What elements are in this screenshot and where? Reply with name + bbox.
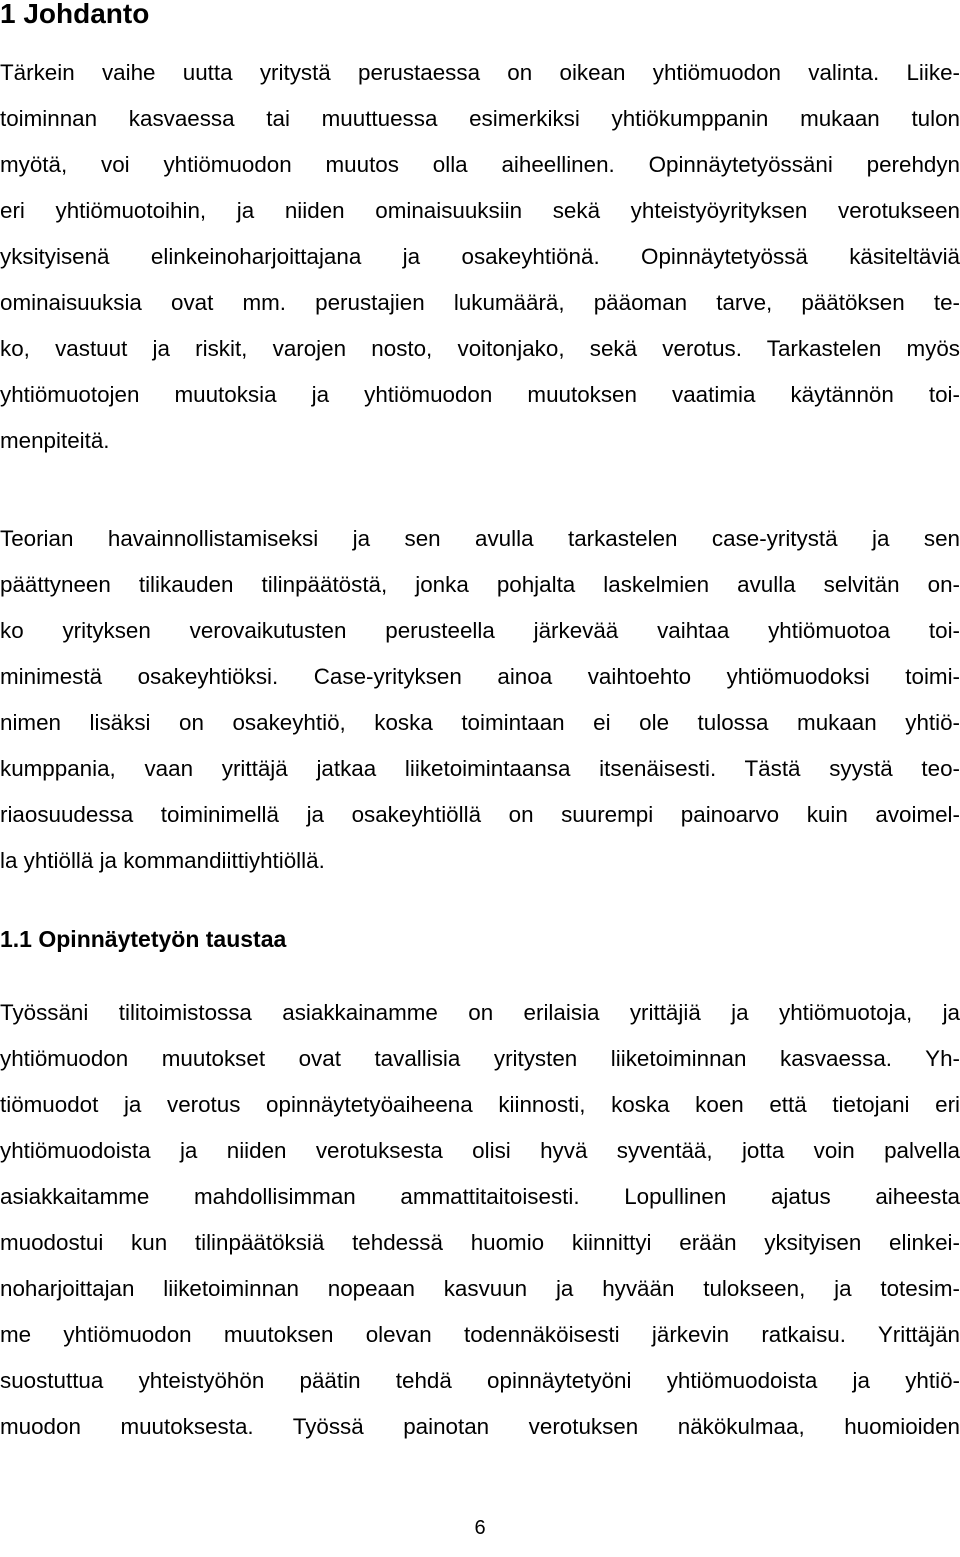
paragraph-case-study [0,516,960,884]
text-line: yhtiömuodoista ja niiden verotuksesta olisi hyvä syventää, jotta voin palvella [0,1138,960,1163]
text-line: minimestä osakeyhtiöksi. Case-yrityksen ainoa vaihtoehto yhtiömuodoksi toimi- [0,664,960,689]
text-line: ko, vastuut ja riskit, varojen nosto, voitonjako, sekä verotus. Tarkastelen myös [0,336,960,361]
text-line: asiakkaitamme mahdollisimman ammattitaitoisesti. Lopullinen ajatus aiheesta [0,1184,960,1209]
text-line: muodon muutoksesta. Työssä painotan verotuksen näkökulmaa, huomioiden [0,1414,960,1439]
text-line: muodostui kun tilinpäätöksiä tehdessä huomio kiinnittyi erään yksityisen elinkei- [0,1230,960,1255]
text-line: suostuttua yhteistyöhön päätin tehdä opinnäytetyöni yhtiömuodoista ja yhtiö- [0,1368,960,1393]
text-line: yhtiömuodon muutokset ovat tavallisia yritysten liiketoiminnan kasvaessa. Yh- [0,1046,960,1071]
text-line: menpiteitä. [0,428,110,453]
text-line: Tärkein vaihe uutta yritystä perustaessa on oikean yhtiömuodon valinta. Liike- [0,60,960,85]
chapter-heading: 1 Johdanto [0,0,150,29]
page-number: 6 [474,1517,486,1539]
text-line: nimen lisäksi on osakeyhtiö, koska toimintaan ei ole tulossa mukaan yhtiö- [0,710,960,735]
text-line: eri yhtiömuotoihin, ja niiden ominaisuuksiin sekä yhteistyöyrityksen verotukseen [0,198,960,223]
text-line: riaosuudessa toiminimellä ja osakeyhtiöllä on suurempi painoarvo kuin avoimel- [0,802,960,827]
text-line: kumppania, vaan yrittäjä jatkaa liiketoimintaansa itsenäisesti. Tästä syystä teo- [0,756,960,781]
paragraph-introduction [0,50,960,464]
paragraph-background [0,990,960,1450]
text-line: Teorian havainnollistamiseksi ja sen avulla tarkastelen case-yritystä ja sen [0,526,960,551]
text-line: yhtiömuotojen muutoksia ja yhtiömuodon muutoksen vaatimia käytännön toi- [0,382,960,407]
text-line: yksityisenä elinkeinoharjoittajana ja osakeyhtiönä. Opinnäytetyössä käsiteltäviä [0,244,960,269]
text-line: Työssäni tilitoimistossa asiakkainamme on erilaisia yrittäjiä ja yhtiömuotoja, ja [0,1000,960,1025]
text-line: noharjoittajan liiketoiminnan nopeaan kasvuun ja hyvään tulokseen, ja totesim- [0,1276,960,1301]
text-line: myötä, voi yhtiömuodon muutos olla aiheellinen. Opinnäytetyössäni perehdyn [0,152,960,177]
section-heading: 1.1 Opinnäytetyön taustaa [0,926,287,952]
text-line: ko yrityksen verovaikutusten perusteella järkevää vaihtaa yhtiömuotoa toi- [0,618,960,643]
text-line: tiömuodot ja verotus opinnäytetyöaiheena kiinnosti, koska koen että tietojani eri [0,1092,960,1117]
text-line: ominaisuuksia ovat mm. perustajien lukumäärä, pääoman tarve, päätöksen te- [0,290,960,315]
text-line: päättyneen tilikauden tilinpäätöstä, jonka pohjalta laskelmien avulla selvitän on- [0,572,960,597]
text-line: me yhtiömuodon muutoksen olevan todennäköisesti järkevin ratkaisu. Yrittäjän [0,1322,960,1347]
text-line: la yhtiöllä ja kommandiittiyhtiöllä. [0,848,325,873]
text-line: toiminnan kasvaessa tai muuttuessa esimerkiksi yhtiökumppanin mukaan tulon [0,106,960,131]
